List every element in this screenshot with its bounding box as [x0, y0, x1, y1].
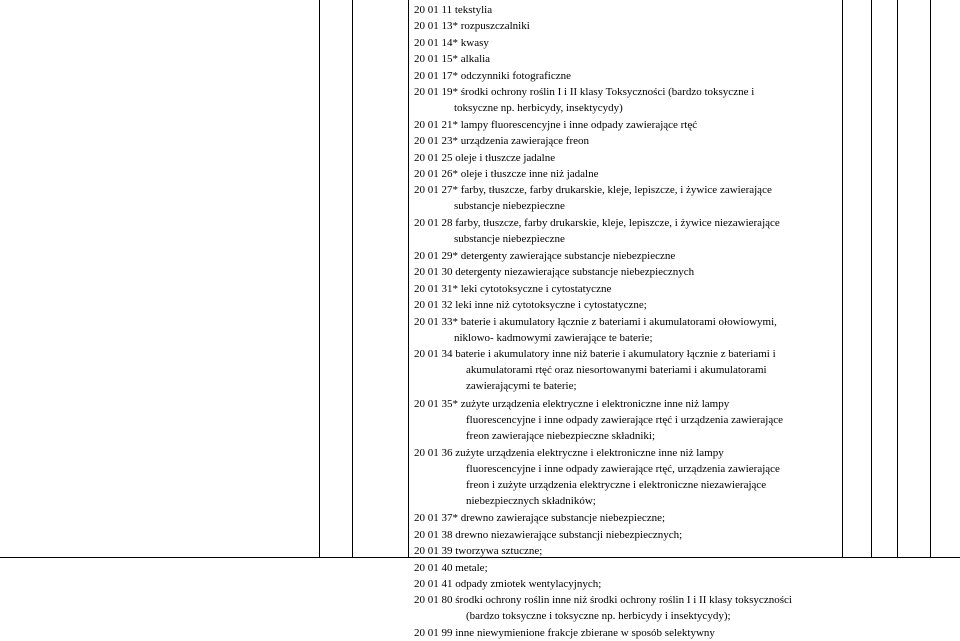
list-item	[414, 117, 841, 133]
waste-code-line: 20 01 27* farby, tłuszcze, farby drukarskie, kleje, lepiszcze, i żywice zawierające	[414, 184, 772, 197]
list-item	[414, 2, 841, 18]
list-item	[414, 18, 841, 34]
waste-description-continuation: substancje niebezpieczne	[454, 200, 565, 213]
list-item	[414, 297, 841, 313]
waste-code-line: 20 01 80 środki ochrony roślin inne niż środki ochrony roślin I i II klasy toksyczności	[414, 594, 792, 607]
waste-code-line: 20 01 38 drewno niezawierające substancji niebezpiecznych;	[414, 528, 683, 541]
waste-description-continuation: niklowo- kadmowymi zawierające te baterie;	[454, 331, 653, 344]
list-item	[414, 51, 841, 67]
waste-description-continuation: freon zawierające niebezpieczne składniki;	[466, 429, 656, 442]
waste-description-continuation: fluorescencyjne i inne odpady zawierające rtęć i urządzenia zawierające	[466, 413, 783, 426]
waste-code-line: 20 01 37* drewno zawierające substancje niebezpieczne;	[414, 512, 666, 525]
waste-code-line: 20 01 35* zużyte urządzenia elektryczne i elektroniczne inne niż lampy	[414, 397, 730, 410]
waste-code-line: 20 01 21* lampy fluorescencyjne i inne odpady zawierające rtęć	[414, 118, 698, 131]
waste-code-line: 20 01 31* leki cytotoksyczne i cytostatyczne	[414, 282, 612, 295]
list-item	[414, 592, 841, 624]
list-item	[414, 560, 841, 576]
waste-description-continuation: toksyczne np. herbicydy, insektycydy)	[454, 102, 623, 114]
list-item	[414, 133, 841, 149]
table-column-border	[871, 0, 872, 558]
waste-code-line: 20 01 23* urządzenia zawierające freon	[414, 135, 589, 148]
waste-description-continuation: zawierającymi te baterie;	[466, 380, 577, 393]
waste-code-line: 20 01 14* kwasy	[414, 36, 489, 49]
table-column-border	[897, 0, 898, 558]
list-item	[414, 281, 841, 297]
waste-code-line: 20 01 11 tekstylia	[414, 4, 493, 16]
waste-code-line: 20 01 13* rozpuszczalniki	[414, 20, 530, 33]
list-item	[414, 314, 841, 346]
waste-code-line: 20 01 36 zużyte urządzenia elektryczne i elektroniczne inne niż lampy	[414, 446, 724, 459]
waste-code-line: 20 01 41 odpady zmiotek wentylacyjnych;	[414, 578, 602, 590]
list-item	[414, 68, 841, 84]
list-item	[414, 445, 841, 509]
list-item	[414, 182, 841, 214]
list-item	[414, 543, 841, 559]
table-column-border	[930, 0, 931, 558]
list-item	[414, 527, 841, 543]
waste-code-line: 20 01 25 oleje i tłuszcze jadalne	[414, 151, 556, 164]
waste-description-continuation: fluorescencyjne i inne odpady zawierające rtęć, urządzenia zawierające	[466, 462, 780, 475]
waste-code-line: 20 01 40 metale;	[414, 561, 488, 574]
waste-code-line: 20 01 32 leki inne niż cytotoksyczne i cytostatyczne;	[414, 299, 647, 312]
waste-code-line: 20 01 34 baterie i akumulatory inne niż baterie i akumulatory łącznie z bateriami i	[414, 348, 776, 361]
waste-code-line: 20 01 33* baterie i akumulatory łącznie z bateriami i akumulatorami ołowiowymi,	[414, 315, 777, 328]
list-item	[414, 248, 841, 264]
list-item	[414, 264, 841, 280]
waste-code-line: 20 01 28 farby, tłuszcze, farby drukarskie, kleje, lepiszcze, i żywice niezawierające	[414, 217, 780, 230]
waste-code-line: 20 01 19* środki ochrony roślin I i II klasy Toksyczności (bardzo toksyczne i	[414, 86, 755, 98]
list-item	[414, 84, 841, 116]
list-item	[414, 396, 841, 444]
list-item	[414, 346, 841, 394]
list-item	[414, 150, 841, 166]
list-item	[414, 576, 841, 592]
table-column-border	[842, 0, 843, 558]
table-column-border	[352, 0, 353, 558]
list-item	[414, 166, 841, 182]
waste-list-cell	[409, 0, 841, 640]
waste-description-continuation: (bardzo toksyczne i toksyczne np. herbicydy i insektycydy);	[466, 610, 731, 623]
waste-code-line: 20 01 26* oleje i tłuszcze inne niż jadalne	[414, 168, 599, 180]
waste-code-line: 20 01 99 inne niewymienione frakcje zbierane w sposób selektywny	[414, 627, 715, 640]
waste-description-continuation: akumulatorami rtęć oraz niesortowanymi bateriami i akumulatorami	[466, 364, 767, 377]
waste-code-line: 20 01 39 tworzywa sztuczne;	[414, 545, 543, 558]
waste-code-line: 20 01 29* detergenty zawierające substancje niebezpieczne	[414, 250, 676, 262]
waste-code-line: 20 01 30 detergenty niezawierające substancje niebezpiecznych	[414, 266, 695, 279]
waste-description-continuation: niebezpiecznych składników;	[466, 494, 596, 507]
waste-description-continuation: substancje niebezpieczne	[454, 233, 565, 246]
list-item	[414, 625, 841, 641]
waste-code-line: 20 01 15* alkalia	[414, 53, 491, 66]
waste-description-continuation: freon i zużyte urządzenia elektryczne i elektroniczne niezawierające	[466, 478, 767, 491]
list-item	[414, 510, 841, 526]
waste-code-line: 20 01 17* odczynniki fotograficzne	[414, 69, 572, 82]
list-item	[414, 35, 841, 51]
table-column-border	[319, 0, 320, 558]
list-item	[414, 215, 841, 247]
